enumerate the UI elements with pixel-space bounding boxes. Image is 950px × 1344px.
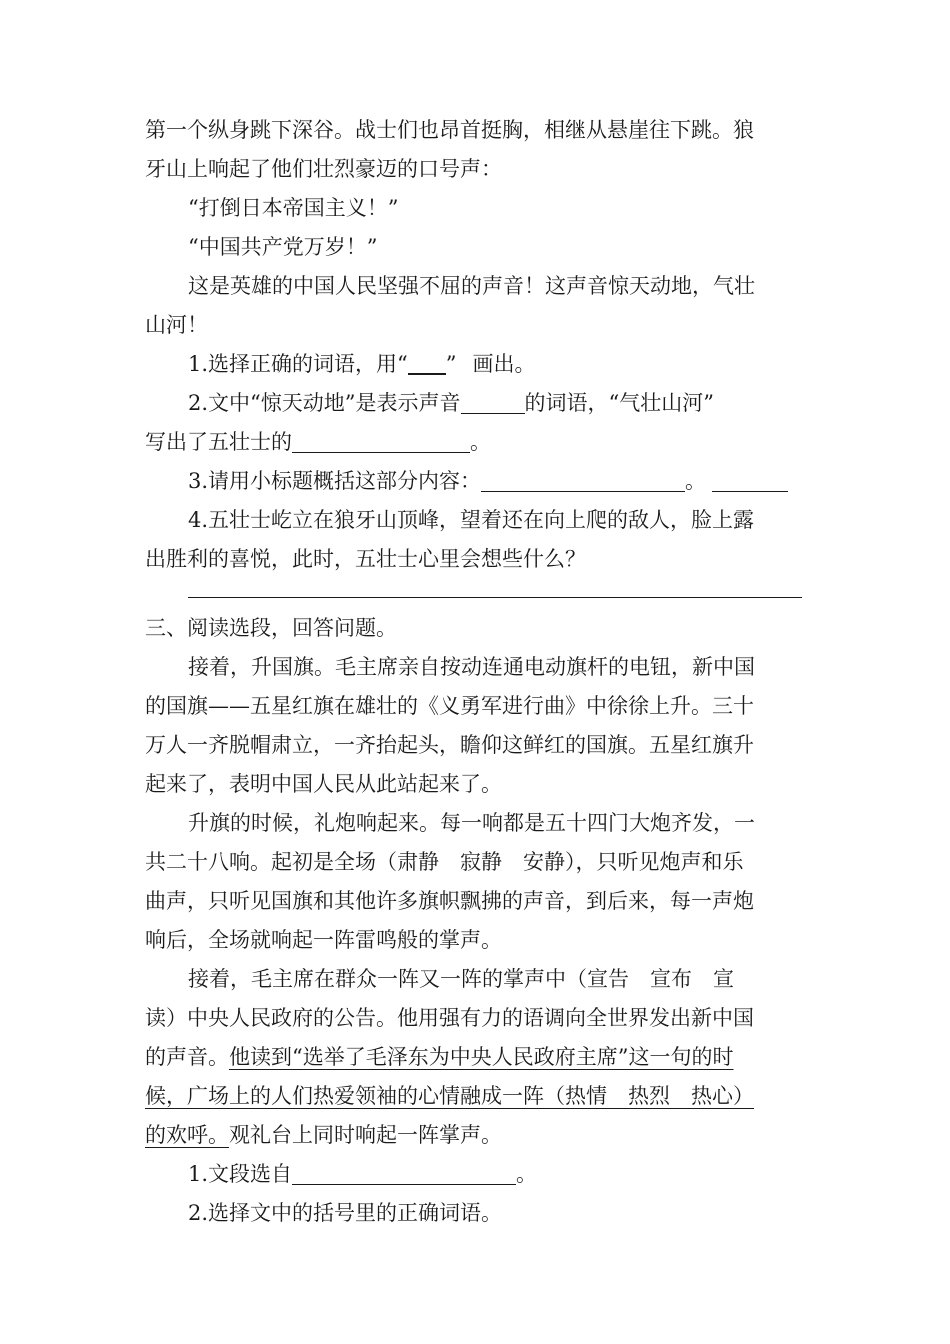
reading-text: 的声音。 <box>145 1045 229 1069</box>
reading-line: 的国旗——五星红旗在雄壮的《义勇军进行曲》中徐徐上升。三十 <box>145 694 754 718</box>
question-text: 。 <box>685 469 707 493</box>
underlined-sentence: 候，广场上的人们热爱领袖的心情融成一阵（热情 热烈 热心） <box>145 1084 754 1108</box>
question-text: 的词语，“气壮山河” <box>524 391 714 415</box>
reading-line: 接着，毛主席在群众一阵又一阵的掌声中（宣告 宣布 宣 <box>188 967 734 991</box>
reading-line: 共二十八响。起初是全场（肃静 寂静 安静），只听见炮声和乐 <box>145 850 744 874</box>
question-text: 。 <box>470 430 491 454</box>
question-text: 3.请用小标题概括这部分内容： <box>188 469 482 493</box>
answer-line[interactable] <box>188 597 802 598</box>
question-text: ” <box>445 352 457 376</box>
underlined-sentence: 他读到“选举了毛泽东为中央人民政府主席”这一句的时 <box>229 1045 734 1069</box>
question-text: 1.选择正确的词语，用“ <box>188 352 408 376</box>
question-text: 1.文段选自 <box>188 1162 293 1186</box>
answer-blank[interactable] <box>712 469 788 492</box>
reading-line: 起来了，表明中国人民从此站起来了。 <box>145 772 502 796</box>
reading-line: 曲声，只听见国旗和其他许多旗帜飘拂的声音，到后来，每一声炮 <box>145 889 754 913</box>
passage-line: 第一个纵身跳下深谷。战士们也昂首挺胸，相继从悬崖往下跳。狼 <box>145 118 754 142</box>
question-2-cont <box>145 423 491 461</box>
reading-text: 观礼台上同时响起一阵掌声。 <box>229 1123 502 1147</box>
slogan-line: “中国共产党万岁！” <box>188 235 378 259</box>
question-4: 4.五壮士屹立在狼牙山顶峰，望着还在向上爬的敌人，脸上露 <box>188 508 755 532</box>
reading-line <box>145 1038 733 1076</box>
answer-blank[interactable] <box>292 430 470 453</box>
reading-line: 读）中央人民政府的公告。他用强有力的语调向全世界发出新中国 <box>145 1006 754 1030</box>
question-s3-2: 2.选择文中的括号里的正确词语。 <box>188 1201 503 1225</box>
reading-line <box>145 1116 502 1154</box>
slogan-line: “打倒日本帝国主义！” <box>188 196 399 220</box>
question-text: 2.文中“惊天动地”是表示声音 <box>188 391 461 415</box>
reading-line: 接着，升国旗。毛主席亲自按动连通电动旗杆的电钮，新中国 <box>188 655 755 679</box>
reading-line: 升旗的时候，礼炮响起来。每一响都是五十四门大炮齐发，一 <box>188 811 755 835</box>
section-heading: 三、阅读选段，回答问题。 <box>145 616 397 640</box>
answer-blank[interactable] <box>461 391 525 414</box>
question-text: 。 <box>516 1162 538 1186</box>
question-text: 画出。 <box>472 352 536 376</box>
passage-line: 这是英雄的中国人民坚强不屈的声音！这声音惊天动地，气壮 <box>188 274 755 298</box>
passage-line: 山河！ <box>145 313 208 337</box>
question-2 <box>188 384 714 422</box>
question-4-cont: 出胜利的喜悦，此时，五壮士心里会想些什么？ <box>145 547 586 571</box>
question-1 <box>188 345 536 383</box>
answer-blank[interactable] <box>292 1162 516 1185</box>
underline-sample <box>408 351 446 375</box>
answer-blank[interactable] <box>481 469 685 492</box>
reading-line <box>145 1077 754 1115</box>
reading-line: 万人一齐脱帽肃立，一齐抬起头，瞻仰这鲜红的国旗。五星红旗升 <box>145 733 754 757</box>
passage-line: 牙山上响起了他们壮烈豪迈的口号声： <box>145 157 502 181</box>
reading-line: 响后，全场就响起一阵雷鸣般的掌声。 <box>145 928 502 952</box>
underlined-sentence: 的欢呼。 <box>145 1123 229 1147</box>
question-3 <box>188 462 788 500</box>
question-s3-1 <box>188 1155 537 1193</box>
question-text: 写出了五壮士的 <box>145 430 292 454</box>
